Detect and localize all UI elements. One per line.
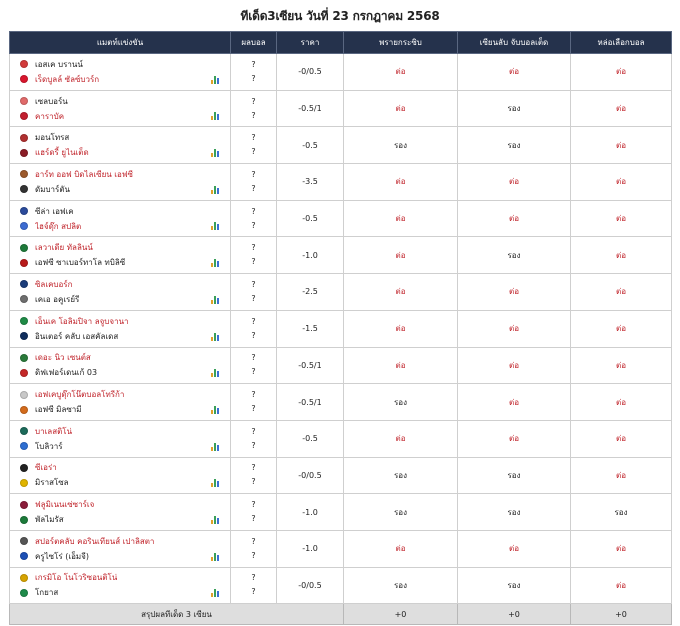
stats-icon[interactable] xyxy=(211,443,220,451)
away-team[interactable] xyxy=(20,365,230,380)
match-cell xyxy=(10,384,231,421)
away-crest-icon xyxy=(20,369,28,377)
home-team-name: เอสเค บรานน์ xyxy=(35,59,83,69)
home-crest-icon xyxy=(20,170,28,178)
tipster-1-pick: ต่อ xyxy=(344,200,458,237)
home-score: ? xyxy=(251,133,256,143)
stats-icon[interactable] xyxy=(211,149,220,157)
away-score: ? xyxy=(251,550,256,560)
home-crest-icon xyxy=(20,317,28,325)
home-team[interactable] xyxy=(20,497,230,512)
home-score: ? xyxy=(251,500,256,510)
away-team-name: คาราบัค xyxy=(35,111,65,121)
away-score: ? xyxy=(251,477,256,487)
tipster-2-pick: รอง xyxy=(458,457,571,494)
home-crest-icon xyxy=(20,97,28,105)
table-row xyxy=(10,347,672,384)
tipster-2-pick: ต่อ xyxy=(458,530,571,567)
tipster-3-pick: ต่อ xyxy=(571,530,672,567)
match-cell xyxy=(10,54,231,91)
score-cell xyxy=(231,274,277,311)
stats-icon[interactable] xyxy=(211,112,220,120)
home-team-name: ซีล่า เอฟเค xyxy=(35,206,74,216)
home-team-name: มอนโทรส xyxy=(35,133,70,143)
home-team[interactable] xyxy=(20,350,230,365)
away-score: ? xyxy=(251,367,256,377)
tipster-3-pick: ต่อ xyxy=(571,457,672,494)
price-cell: -0.5/1 xyxy=(277,347,344,384)
tipster-1-pick: ต่อ xyxy=(344,54,458,91)
match-cell xyxy=(10,530,231,567)
home-crest-icon xyxy=(20,244,28,252)
home-score: ? xyxy=(251,169,256,179)
tipster-3-pick: ต่อ xyxy=(571,347,672,384)
home-team-name: ซิลเคบอร์ก xyxy=(35,279,73,289)
tipster-1-pick: ต่อ xyxy=(344,274,458,311)
match-cell xyxy=(10,200,231,237)
score-cell xyxy=(231,347,277,384)
away-crest-icon xyxy=(20,75,28,83)
match-cell xyxy=(10,567,231,604)
tipster-2-pick: ต่อ xyxy=(458,274,571,311)
away-score: ? xyxy=(251,183,256,193)
tipster-3-pick: ต่อ xyxy=(571,54,672,91)
home-team[interactable] xyxy=(20,314,230,329)
header-tipster-1: พรายกระซิบ xyxy=(344,32,458,54)
page-title: ทีเด็ด3เซียน วันที่ 23 กรกฎาคม 2568 xyxy=(240,9,440,23)
price-cell: -0/0.5 xyxy=(277,567,344,604)
table-row xyxy=(10,457,672,494)
home-score: ? xyxy=(251,59,256,69)
home-team[interactable] xyxy=(20,460,230,475)
home-team[interactable] xyxy=(20,130,230,145)
score-cell xyxy=(231,457,277,494)
home-crest-icon xyxy=(20,464,28,472)
score-cell xyxy=(231,567,277,604)
price-cell: -1.5 xyxy=(277,310,344,347)
away-crest-icon xyxy=(20,149,28,157)
price-cell: -0/0.5 xyxy=(277,457,344,494)
table-row xyxy=(10,200,672,237)
home-score: ? xyxy=(251,206,256,216)
score-cell xyxy=(231,127,277,164)
away-score: ? xyxy=(251,514,256,524)
score-cell xyxy=(231,200,277,237)
tipster-2-pick: รอง xyxy=(458,90,571,127)
price-cell: -0.5/1 xyxy=(277,90,344,127)
match-cell xyxy=(10,310,231,347)
away-team-name: ดิฟเฟอร์เดนเก้ 03 xyxy=(35,368,98,378)
tipster-1-pick: ต่อ xyxy=(344,420,458,457)
home-team-name: สปอร์ตคลับ คอรินเทียนส์ เปาลิสตา xyxy=(35,536,155,546)
away-crest-icon xyxy=(20,552,28,560)
score-cell xyxy=(231,90,277,127)
price-cell: -0.5 xyxy=(277,420,344,457)
tipster-3-pick: ต่อ xyxy=(571,384,672,421)
home-crest-icon xyxy=(20,280,28,288)
table-row xyxy=(10,567,672,604)
table-row xyxy=(10,237,672,274)
home-score: ? xyxy=(251,316,256,326)
score-cell xyxy=(231,54,277,91)
price-cell: -2.5 xyxy=(277,274,344,311)
away-team[interactable] xyxy=(20,512,230,527)
home-score: ? xyxy=(251,353,256,363)
tipster-1-pick: รอง xyxy=(344,567,458,604)
score-cell xyxy=(231,237,277,274)
tipster-2-pick: รอง xyxy=(458,494,571,531)
away-score: ? xyxy=(251,110,256,120)
away-crest-icon xyxy=(20,332,28,340)
tipster-2-pick: รอง xyxy=(458,567,571,604)
away-team[interactable] xyxy=(20,109,230,124)
home-team-name: เดอะ นิว เซนต์ส xyxy=(35,353,91,363)
home-team[interactable] xyxy=(20,167,230,182)
away-score: ? xyxy=(251,404,256,414)
tipster-3-pick: ต่อ xyxy=(571,164,672,201)
home-team-name: เกรมิโอ โนโวริซอนติโน่ xyxy=(35,573,118,583)
header-tipster-2: เซียนลับ จับบอลเต็ด xyxy=(458,32,571,54)
stats-icon[interactable] xyxy=(211,76,220,84)
home-crest-icon xyxy=(20,207,28,215)
tipster-1-pick: รอง xyxy=(344,127,458,164)
away-team[interactable] xyxy=(20,292,230,307)
home-team-name: เลวาเดีย ทัลลินน์ xyxy=(35,243,93,253)
away-crest-icon xyxy=(20,516,28,524)
home-team[interactable] xyxy=(20,424,230,439)
tipster-2-pick: ต่อ xyxy=(458,384,571,421)
away-team[interactable] xyxy=(20,585,230,600)
match-cell xyxy=(10,164,231,201)
tipster-3-pick: รอง xyxy=(571,494,672,531)
away-team[interactable] xyxy=(20,255,230,270)
header-result: ผลบอล xyxy=(231,32,277,54)
score-cell xyxy=(231,494,277,531)
tipster-3-pick: ต่อ xyxy=(571,567,672,604)
table-row xyxy=(10,530,672,567)
away-score: ? xyxy=(251,147,256,157)
stats-icon[interactable] xyxy=(211,222,220,230)
away-team-name: เอฟซี ซาเบอร์ทาโล ทบิลิซี xyxy=(35,258,126,268)
header-match: แมตท์แข่งขัน xyxy=(10,32,231,54)
tipster-1-pick: รอง xyxy=(344,384,458,421)
price-cell: -0.5 xyxy=(277,127,344,164)
home-team-name: เซลบอร์น xyxy=(35,96,68,106)
home-score: ? xyxy=(251,463,256,473)
away-crest-icon xyxy=(20,259,28,267)
away-score: ? xyxy=(251,330,256,340)
summary-tipster-1: +0 xyxy=(344,604,458,625)
stats-icon[interactable] xyxy=(211,516,220,524)
away-score: ? xyxy=(251,257,256,267)
home-crest-icon xyxy=(20,60,28,68)
match-cell xyxy=(10,90,231,127)
home-team[interactable] xyxy=(20,387,230,402)
away-team[interactable] xyxy=(20,549,230,564)
tipster-2-pick: รอง xyxy=(458,127,571,164)
away-score: ? xyxy=(251,73,256,83)
stats-icon[interactable] xyxy=(211,186,220,194)
away-team[interactable] xyxy=(20,219,230,234)
home-crest-icon xyxy=(20,537,28,545)
stats-icon[interactable] xyxy=(211,589,220,597)
home-crest-icon xyxy=(20,354,28,362)
tipster-1-pick: รอง xyxy=(344,494,458,531)
match-cell xyxy=(10,237,231,274)
summary-tipster-3: +0 xyxy=(571,604,672,625)
stats-icon[interactable] xyxy=(211,333,220,341)
away-team-name: พัลไมรัส xyxy=(35,515,64,525)
table-row xyxy=(10,164,672,201)
tipster-3-pick: ต่อ xyxy=(571,310,672,347)
stats-icon[interactable] xyxy=(211,369,220,377)
tipster-2-pick: ต่อ xyxy=(458,164,571,201)
away-crest-icon xyxy=(20,185,28,193)
home-team[interactable] xyxy=(20,204,230,219)
away-team[interactable] xyxy=(20,439,230,454)
match-cell xyxy=(10,347,231,384)
tipster-2-pick: ต่อ xyxy=(458,54,571,91)
price-cell: -0.5/1 xyxy=(277,384,344,421)
home-team-name: บาเลสติโน่ xyxy=(35,426,73,436)
away-team-name: โบลิวาร์ xyxy=(35,441,63,451)
home-crest-icon xyxy=(20,134,28,142)
home-team[interactable] xyxy=(20,534,230,549)
match-cell xyxy=(10,457,231,494)
stats-icon[interactable] xyxy=(211,406,220,414)
home-team-name: เอฟเคบูดุ๊กโน๊ตบอลโทรีก้า xyxy=(35,390,125,400)
away-team-name: แฮร์ดรี้ ยูไนเต็ด xyxy=(35,148,89,158)
price-cell: -0.5 xyxy=(277,200,344,237)
tipster-2-pick: ต่อ xyxy=(458,310,571,347)
table-row xyxy=(10,310,672,347)
home-crest-icon xyxy=(20,574,28,582)
tipster-1-pick: รอง xyxy=(344,457,458,494)
tipster-1-pick: ต่อ xyxy=(344,347,458,384)
home-crest-icon xyxy=(20,501,28,509)
tipster-3-pick: ต่อ xyxy=(571,200,672,237)
table-header-row xyxy=(10,32,672,54)
tipster-3-pick: ต่อ xyxy=(571,274,672,311)
tipster-3-pick: ต่อ xyxy=(571,420,672,457)
away-crest-icon xyxy=(20,112,28,120)
home-score: ? xyxy=(251,573,256,583)
home-team[interactable] xyxy=(20,277,230,292)
tipster-2-pick: รอง xyxy=(458,237,571,274)
home-team[interactable] xyxy=(20,570,230,585)
away-team[interactable] xyxy=(20,72,230,87)
score-cell xyxy=(231,420,277,457)
table-row xyxy=(10,54,672,91)
match-cell xyxy=(10,494,231,531)
away-crest-icon xyxy=(20,589,28,597)
header-price: ราคา xyxy=(277,32,344,54)
tips-table xyxy=(9,31,672,625)
tipster-1-pick: ต่อ xyxy=(344,90,458,127)
away-score: ? xyxy=(251,440,256,450)
away-team-name: ดัมบาร์ตัน xyxy=(35,184,70,194)
price-cell: -0/0.5 xyxy=(277,54,344,91)
price-cell: -1.0 xyxy=(277,530,344,567)
tipster-1-pick: ต่อ xyxy=(344,237,458,274)
home-team-name: อาร์ท ออฟ บิดไลเซียน เอฟซี xyxy=(35,169,133,179)
away-team-name: เอฟซี มิลซามี xyxy=(35,405,82,415)
header-tipster-3: หล่อเลือกบอล xyxy=(571,32,672,54)
score-cell xyxy=(231,530,277,567)
summary-tipster-2: +0 xyxy=(458,604,571,625)
table-row xyxy=(10,90,672,127)
table-row xyxy=(10,384,672,421)
home-team[interactable] xyxy=(20,57,230,72)
away-score: ? xyxy=(251,587,256,597)
price-cell: -1.0 xyxy=(277,494,344,531)
summary-label: สรุปผลทีเด็ด 3 เซียน xyxy=(10,604,344,625)
home-team-name: เอ็นเค โอลิมปิจา ลจูบจานา xyxy=(35,316,129,326)
home-team-name: ซีเอร่า xyxy=(35,463,57,473)
home-team[interactable] xyxy=(20,240,230,255)
score-cell xyxy=(231,310,277,347)
tipster-3-pick: ต่อ xyxy=(571,237,672,274)
price-cell: -1.0 xyxy=(277,237,344,274)
tipster-1-pick: ต่อ xyxy=(344,530,458,567)
home-crest-icon xyxy=(20,427,28,435)
away-team[interactable] xyxy=(20,182,230,197)
away-score: ? xyxy=(251,293,256,303)
home-score: ? xyxy=(251,536,256,546)
away-team-name: เร็ดบูลล์ ซัลซ์บวร์ก xyxy=(35,74,100,84)
away-crest-icon xyxy=(20,479,28,487)
away-crest-icon xyxy=(20,295,28,303)
home-score: ? xyxy=(251,279,256,289)
table-row xyxy=(10,494,672,531)
stats-icon[interactable] xyxy=(211,296,220,304)
tipster-2-pick: ต่อ xyxy=(458,420,571,457)
score-cell xyxy=(231,384,277,421)
stats-icon[interactable] xyxy=(211,553,220,561)
score-cell xyxy=(231,164,277,201)
home-score: ? xyxy=(251,96,256,106)
away-team-name: เคเอ อคูเรย์รี xyxy=(35,294,80,304)
away-score: ? xyxy=(251,220,256,230)
summary-row xyxy=(10,604,672,625)
away-team-name: ครูไซโร่ (เอ็มจี) xyxy=(35,551,89,561)
away-team[interactable] xyxy=(20,145,230,160)
away-team-name: มิราสโซล xyxy=(35,478,69,488)
tipster-3-pick: ต่อ xyxy=(571,90,672,127)
table-row xyxy=(10,274,672,311)
home-team-name: ฟลูมิเนนเซ่ซาร์เจ xyxy=(35,500,95,510)
away-team[interactable] xyxy=(20,475,230,490)
home-score: ? xyxy=(251,243,256,253)
tipster-1-pick: ต่อ xyxy=(344,310,458,347)
table-row xyxy=(10,420,672,457)
stats-icon[interactable] xyxy=(211,479,220,487)
away-team[interactable] xyxy=(20,402,230,417)
away-crest-icon xyxy=(20,442,28,450)
home-crest-icon xyxy=(20,391,28,399)
away-team-name: ไฮจ์ดุ๊ก สปลิต xyxy=(35,221,82,231)
tipster-3-pick: ต่อ xyxy=(571,127,672,164)
match-cell xyxy=(10,274,231,311)
home-score: ? xyxy=(251,426,256,436)
away-team-name: โกยาส xyxy=(35,588,59,598)
match-cell xyxy=(10,127,231,164)
tipster-2-pick: ต่อ xyxy=(458,347,571,384)
table-row xyxy=(10,127,672,164)
away-crest-icon xyxy=(20,222,28,230)
stats-icon[interactable] xyxy=(211,259,220,267)
home-team[interactable] xyxy=(20,94,230,109)
match-cell xyxy=(10,420,231,457)
home-score: ? xyxy=(251,390,256,400)
away-team[interactable] xyxy=(20,329,230,344)
tipster-1-pick: ต่อ xyxy=(344,164,458,201)
away-crest-icon xyxy=(20,406,28,414)
tipster-2-pick: ต่อ xyxy=(458,200,571,237)
price-cell: -3.5 xyxy=(277,164,344,201)
away-team-name: อินเตอร์ คลับ เอสคัลเดส xyxy=(35,331,119,341)
